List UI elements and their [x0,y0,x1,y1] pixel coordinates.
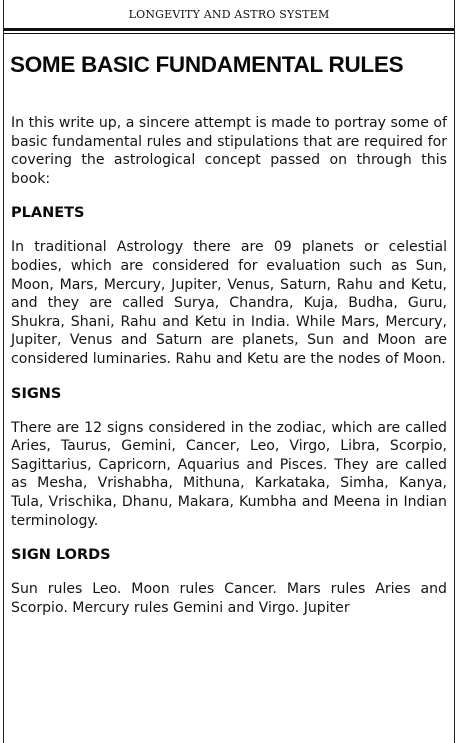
page-content [11,114,447,617]
section-body-planets: In traditional Astrology there are 09 planets or celestial bodies, which are considered for evaluation such as Sun, Moon, Mars, Mercury, Jupiter, Venus, Saturn, Rahu and Ketu, and they are called Surya, Chandra, Kuja, Budha, Guru, Shukra, Shani, Rahu and Ketu in India. While Mars, Mercury, Jupiter, Venus and Saturn are planets, Sun and Moon are considered luminaries. Rahu and Ketu are the nodes of Moon. [11,239,447,367]
section-body-signs: There are 12 signs considered in the zodiac, which are called Aries, Taurus, Gemini, Cancer, Leo, Virgo, Libra, Scorpio, Sagittarius, Capricorn, Aquarius and Pisces. They are called as Mesha, Vrishabha, Mithuna, Karkataka, Simha, Kanya, Tula, Vrischika, Dhanu, Makara, Kumbha and Meena in Indian terminology. [11,419,447,529]
section-heading-planets: PLANETS [11,205,85,222]
intro-paragraph: In this write up, a sincere attempt is made to portray some of basic fundamental rules and stipulations that are required for covering the astrological concept passed on through this book: [11,115,447,187]
page-frame [3,0,455,743]
section-heading-signs: SIGNS [11,385,62,402]
running-head: LONGEVITY AND ASTRO SYSTEM [128,8,330,21]
header-rule-thick [4,28,454,31]
section-body-sign-lords: Sun rules Leo. Moon rules Cancer. Mars rules Aries and Scorpio. Mercury rules Gemini and Virgo. Jupiter [11,581,447,616]
section-heading-sign-lords: SIGN LORDS [11,547,111,564]
page-title: SOME BASIC FUNDAMENTAL RULES [10,52,404,77]
header-rule-thin [4,33,454,34]
